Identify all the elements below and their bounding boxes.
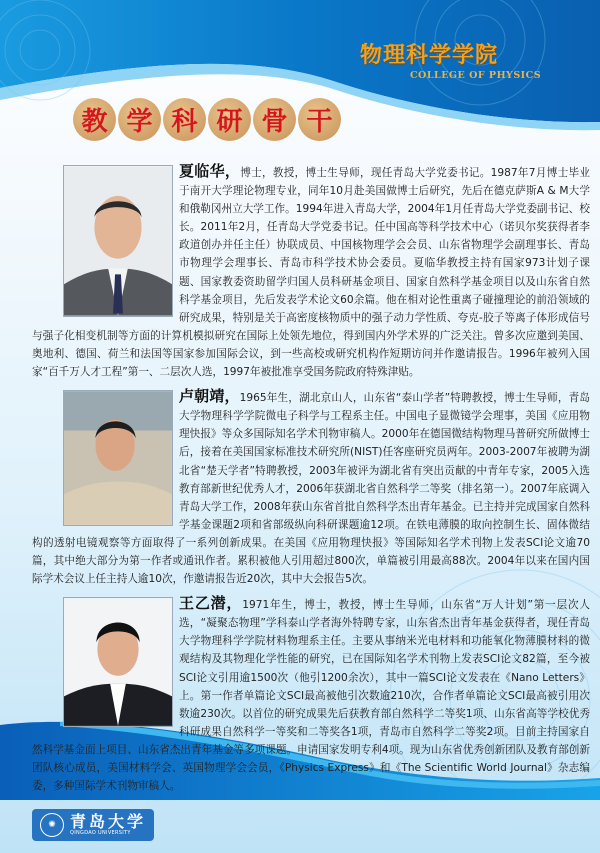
title-char: 研 [208,98,251,141]
college-name-en: COLLEGE OF PHYSICS [410,70,542,81]
university-name-en: QINGDAO UNIVERSITY [70,830,131,837]
title-char: 科 [163,98,206,141]
bio-name: 夏临华， [179,162,241,180]
university-logo [32,809,154,841]
college-name-cn: 物理科学学院 [360,42,499,68]
bio-section [32,594,590,795]
portrait-photo [63,597,173,727]
bio-text: 1965年生，湖北京山人，山东省“泰山学者”特聘教授，博士生导师，青岛大学物理科学学院微电子科学与工程系主任。中国电子显微镜学会理事，美国《应用物理快报》等众多国际知名学术刊物审稿人。2000年在德国微结构物理马普研究所做博士后，接着在美国国家标准技术研究所(NIST)任客座研究员两年。2003-2007年被聘为湖北省“楚天学者”特聘教授，2003年被评为湖北省有突出贡献的中青年专家，2005入选教育部新世纪优秀人才，2006年获湖北省自然科学二等奖（排名第一）。2007年底调入青岛大学工作，2008年获山东省首批自然科学杰出青年基金。已主持并完成国家自然科学基金课题2项和省部级纵向科研课题逾12项。在铁电薄膜的取向控制生长、固体微结构的透射电镜观察等方面取得了一系列创新成果。在美国《应用物理快报》等国际知名学术刊物上发表SCI论文逾70篇，其中绝大部分为第一作者或通讯作者。累积被他人引用超过800次，单篇被引用最高88次。2004年以来在国内国际学术会议上任主持人逾10次，作邀请报告近20次，其中大会报告5次。 [32,392,590,586]
university-seal-icon: ✺ [40,813,64,837]
portrait-photo [63,165,173,317]
bio-name: 王乙潜， [179,594,243,613]
title-char: 学 [118,98,161,141]
bio-text: 1971年生，博士，教授，博士生导师，山东省“万人计划”第一层次人选，“凝聚态物理”学科泰山学者海外特聘专家，山东省杰出青年基金获得者，现任青岛大学物理科学学院材料物理系主任。主要从事纳米光电材料和功能氧化物薄膜材料的微观结构及其物理化学性能的研究，已在国际知名学术刊物上发表SCI论文82篇，至今被SCI论文引用逾1500次（他引1200余次），其中一篇SCI论文发表在《Nano Letters》上。第一作者单篇论文SCI最高被他引次数逾210次，合作者单篇论文SCI最高被引用次数逾230次。以首位的研究成果先后获教育部自然科学二等奖1项、山东省高等学校优秀科研成果自然科学一等奖和二等奖各1项，青岛市自然科学二等奖2项。目前主持国家自然科学基金面上项目、山东省杰出青年基金等多项课题。申请国家发明专利4项。现为山东省优秀创新团队及教育部创新团队核心成员，美国材料学会、英国物理学会会员，《Physics Express》和《The Scientific World Journal》杂志编委，多种国际学术刊物审稿人。 [32,599,590,793]
bio-name: 卢朝靖， [179,387,240,406]
bio-text: 博士，教授，博士生导师，现任青岛大学党委书记。1987年7月博士毕业于南开大学理论物理专业，同年10月赴美国做博士后研究，先后在德克萨斯A & M大学和俄勒冈州立大学工作。1994年进入青岛大学，2004年1月任青岛大学党委副书记、校长。2011年2月，任青岛大学党委书记。任中国高等科学技术中心（诺贝尔奖获得者李政道创办并任主任）协联成员、中国核物理学会会员、山东省物理学会副理事长、青岛市物理学会理事长、青岛市科学技术协会委员。夏临华教授主持有国家973计划子课题、国家教委资助留学归国人员科研基金项目、国家自然科学基金项目以及山东省自然科学基金项目，先后发表学术论文60余篇。他在相对论性重离子碰撞理论的前沿领域的研究成果，特别是关于高密度核物质中的强子动力学性质、夸克-胶子等离子体形成信号与强子化相变机制等方面的计算机模拟研究在国际上处领先地位，得到国内外学术界的广泛关注。曾多次应邀到美国、奥地利、德国、荷兰和法国等国家参加国际会议，到一些高校或研究机构作短期访问并作邀请报告。1996年被列入国家“百千万人才工程”第一、二层次人选，1997年被批准享受国务院政府特殊津贴。 [32,167,590,379]
portrait-photo [63,390,173,526]
title-char: 骨 [253,98,296,141]
bio-section [32,162,590,381]
university-name-cn: 青岛大学 [70,812,147,832]
bio-section [32,387,590,588]
title-char: 教 [73,98,116,141]
title-char: 干 [298,98,341,141]
